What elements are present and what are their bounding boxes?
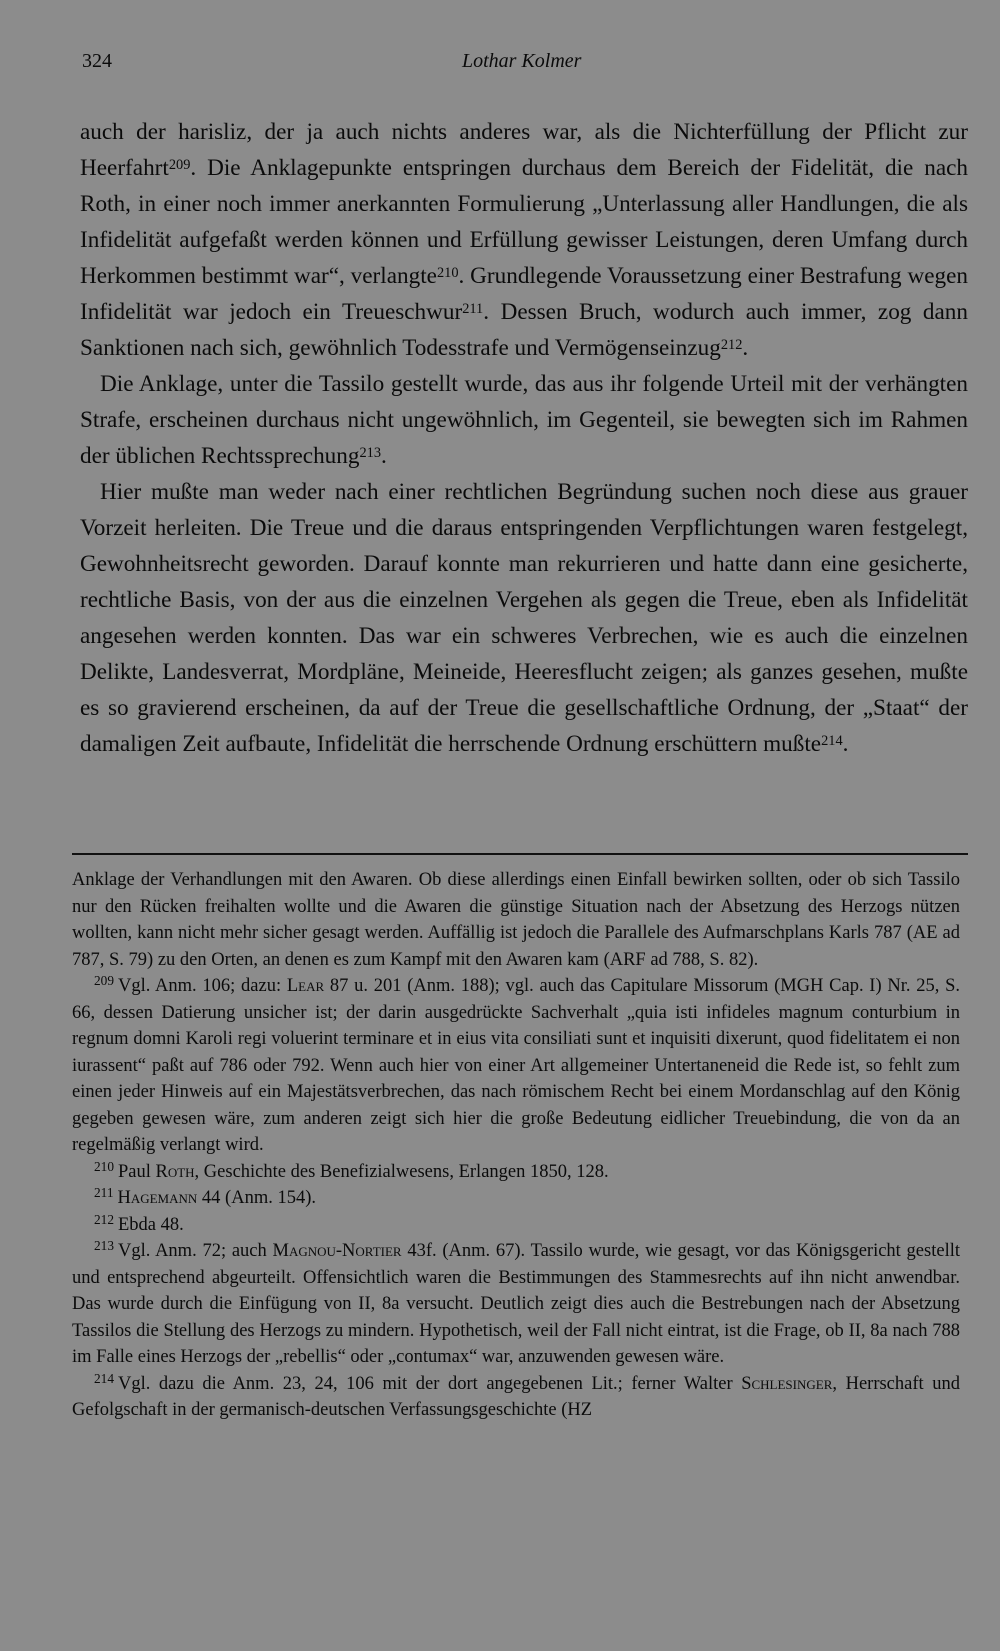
footnote-ref-214: 214 bbox=[821, 732, 843, 749]
footnote-number: 211 bbox=[94, 1185, 114, 1201]
footnote-number: 213 bbox=[94, 1238, 114, 1254]
text-run: auch der harisliz, der ja auch nichts anderes war, als die Nichterfüllung der Pflicht zur Heerfahrt bbox=[80, 119, 968, 181]
footnote-number: 212 bbox=[94, 1211, 114, 1227]
author-name: Roth bbox=[155, 1161, 195, 1182]
text-run: . bbox=[381, 443, 387, 469]
paragraph-3 bbox=[80, 474, 968, 762]
footnote-212 bbox=[72, 1212, 960, 1239]
footnote-ref-213: 213 bbox=[359, 444, 382, 461]
footnote-number: 209 bbox=[94, 973, 114, 989]
text-run: , Herrschaft und Gefolgschaft in der germanisch-deutschen Verfassungsgeschichte (HZ bbox=[72, 1373, 960, 1420]
running-head: Lothar Kolmer bbox=[462, 50, 582, 72]
text-run: . bbox=[842, 731, 849, 757]
page-header bbox=[82, 50, 960, 80]
paragraph-2 bbox=[80, 366, 968, 474]
text-run: Vgl. Anm. 106; dazu: bbox=[117, 976, 287, 996]
text-run: Ebda 48. bbox=[117, 1214, 184, 1235]
author-name: Lear bbox=[286, 976, 325, 996]
footnote-number: 214 bbox=[94, 1370, 114, 1386]
page-number: 324 bbox=[82, 50, 112, 72]
footnote-ref-212: 212 bbox=[720, 336, 743, 353]
author-name: Schlesinger bbox=[741, 1373, 833, 1394]
footnote-ref-211: 211 bbox=[462, 300, 484, 317]
text-run: 44 (Anm. 154). bbox=[197, 1188, 316, 1208]
text-run: Hier mußte man weder nach einer rechtlichen Begründung suchen noch diese aus grauer Vorzeit herleiten. Die Treue und die daraus entspringenden Verpflichtungen waren festgelegt, Gewohnheitsrecht geworden. Darauf konnte man rekurrieren und hatte dann eine gesicherte, rechtliche Basis, von der aus die einzelnen Vergehen als gegen die Treue, eben als Infidelität angesehen werden konnten. Das war ein schweres Verbrechen, wie es auch die einzelnen Delikte, Landesverrat, Mordpläne, Meineide, Heeresflucht zeigen; als ganzes gesehen, mußte es so gravierend erscheinen, da auf der Treue die gesellschaftliche Ordnung, der „Staat“ der damaligen Zeit aufbaute, Infidelität die herrschende Ordnung erschüttern mußte bbox=[80, 479, 968, 757]
footnote-number: 210 bbox=[94, 1158, 114, 1174]
footnote-209 bbox=[72, 973, 960, 1159]
footnote-continuation: Anklage der Verhandlungen mit den Awaren. Ob diese allerdings einen Einfall bewirken sollten, oder ob sich Tassilo nur den Rücken freihalten wollte und die Awaren die günstige Situation nach der Absetzung des Herzogs nützen wollten, kann nicht mehr sicher gesagt werden. Auffällig ist jedoch die Parallele des Aufmarschplans Karls 787 (AE ad 787, S. 79) zu den Orten, an denen es zum Kampf mit den Awaren kam (ARF ad 788, S. 82). bbox=[72, 870, 960, 970]
footnote-separator bbox=[72, 853, 968, 855]
author-name: Hagemann bbox=[117, 1188, 198, 1208]
text-run: Vgl. dazu die Anm. 23, 24, 106 mit der dort angegebenen Lit.; ferner Walter bbox=[117, 1373, 742, 1394]
footnotes bbox=[72, 867, 960, 1424]
text-run: Die Anklage, unter die Tassilo gestellt wurde, das aus ihr folgende Urteil mit der verhängten Strafe, erscheinen durchaus nicht ungewöhnlich, im Gegenteil, sie bewegten sich im Rahmen der üblichen Rechtssprechung bbox=[80, 371, 968, 469]
main-text bbox=[80, 114, 968, 762]
footnote-211 bbox=[72, 1185, 960, 1212]
footnote-210 bbox=[72, 1159, 960, 1186]
text-run: Paul bbox=[117, 1161, 156, 1182]
paragraph-1 bbox=[80, 114, 968, 366]
text-run: . Grundlegende Voraussetzung einer Bestrafung wegen Infidelität war jedoch ein Treueschwur bbox=[80, 263, 968, 325]
footnote-214 bbox=[72, 1371, 960, 1424]
author-name: Magnou-Nortier bbox=[272, 1241, 402, 1261]
text-run: . Die Anklagepunkte entspringen durchaus dem Bereich der Fidelität, die nach Roth, in einer noch immer anerkannten Formulierung „Unterlassung aller Handlungen, die als Infidelität aufgefaßt werden können und Erfüllung gewisser Leistungen, deren Umfang durch Herkommen bestimmt war“, verlangte bbox=[80, 155, 968, 289]
footnote-ref-209: 209 bbox=[168, 156, 191, 173]
footnote-ref-210: 210 bbox=[436, 264, 459, 281]
text-run: . Dessen Bruch, wodurch auch immer, zog dann Sanktionen nach sich, gewöhnlich Todesstrafe und Vermögenseinzug bbox=[80, 299, 968, 361]
text-run: . bbox=[742, 335, 749, 361]
text-run: 43f. (Anm. 67). Tassilo wurde, wie gesagt, vor das Königsgericht gestellt und entsprechend abgeurteilt. Offensichtlich waren die Bestimmungen des Stammesrechts auf ihn nicht anwendbar. Das wurde durch die Einfügung von II, 8a versucht. Deutlich zeigt dies auch die Bestrebungen nach der Absetzung Tassilos die Stellung des Herzogs zu mindern. Hypothetisch, weil der Fall nicht eintrat, ist die Frage, ob II, 8a nach 788 im Falle eines Herzogs der „rebellis“ oder „contumax“ war, anzuwenden gewesen wäre. bbox=[72, 1241, 960, 1367]
footnote-213 bbox=[72, 1238, 960, 1371]
text-run: 87 u. 201 (Anm. 188); vgl. auch das Capitulare Missorum (MGH Cap. I) Nr. 25, S. 66, dessen Datierung unsicher ist; der darin ausgedrückte Sachverhalt „quia isti infideles magnum conturbium in regnum domni Karoli regi voluerint terminare et in eius vita consiliati sunt et inquisiti dixerunt, quod fidelitatem ei non iurassent“ paßt auf 786 oder 792. Wenn auch hier von einer Art allgemeiner Untertaneneid die Rede ist, so fehlt zum einen jeder Hinweis auf ein Majestätsverbrechen, das nach römischem Recht bei einem Mordanschlag auf den König gegeben gewesen wäre, zum anderen zeigt sich hier die große Bedeutung eidlicher Treuebindung, die von da an regelmäßig verlangt wird. bbox=[72, 976, 960, 1155]
text-run: , Geschichte des Benefizialwesens, Erlangen 1850, 128. bbox=[194, 1161, 609, 1182]
text-run: Vgl. Anm. 72; auch bbox=[117, 1241, 273, 1261]
